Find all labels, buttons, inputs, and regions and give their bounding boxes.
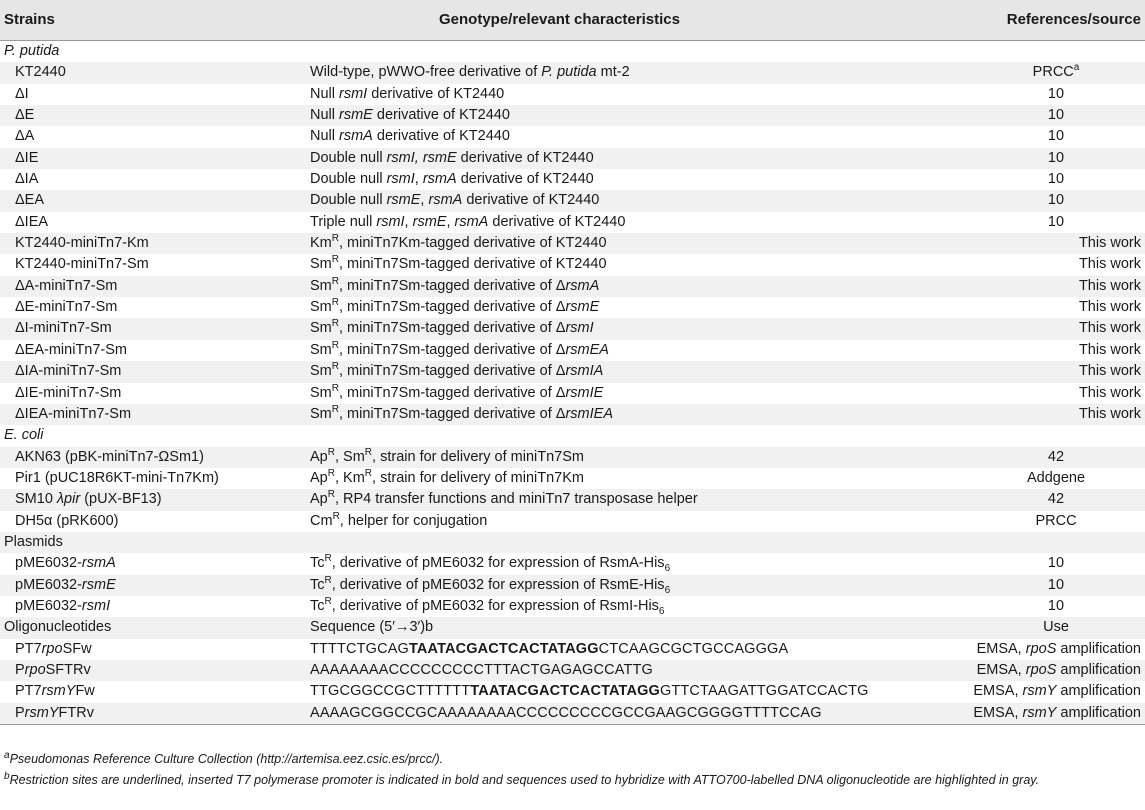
sequence-cell: TTGCGGCCGCTTTTTTTAATACGACTCACTATAGGGTTCTAAGATTGGATCCACTG: [310, 683, 869, 700]
reference-cell: 10: [1047, 171, 1065, 188]
table-row: [0, 297, 1145, 318]
reference-cell: This work: [1078, 277, 1141, 294]
table-row: [0, 404, 1145, 425]
table-row: [0, 660, 1145, 681]
genotype-cell: $Sm^R$, miniTn7Sm-tagged derivative of KT2440: [310, 254, 607, 273]
oligo-header: Oligonucleotides: [4, 619, 112, 636]
table-bottom-rule: [0, 724, 1145, 725]
oligo-cell: PT7rsmYFw: [15, 683, 95, 700]
table-row: [0, 105, 1145, 126]
section-label: Plasmids: [4, 533, 63, 550]
table-header: [0, 0, 1145, 41]
header-strains: Strains: [4, 11, 55, 28]
use-cell: EMSA, rpoS amplification: [976, 661, 1141, 678]
strain-cell: ΔEA-miniTn7-Sm: [15, 341, 128, 358]
section-row: [0, 532, 1145, 553]
genotype-cell: Double null rsmI, rsmE derivative of KT2440: [310, 149, 594, 166]
genotype-cell: $Ap^R$, RP4 transfer functions and miniTn7 transposase helper: [310, 489, 698, 508]
genotype-cell: $Tc^R$, derivative of pME6032 for expression of RsmA-His$_6$: [310, 553, 671, 575]
strain-cell: pME6032-rsmE: [15, 576, 116, 593]
strain-cell: ΔA-miniTn7-Sm: [15, 277, 118, 294]
genotype-cell: Null rsmA derivative of KT2440: [310, 128, 510, 145]
genotype-cell: $Tc^R$, derivative of pME6032 for expression of RsmE-His$_6$: [310, 574, 671, 596]
genotype-cell: Double null rsmI, rsmA derivative of KT2440: [310, 171, 594, 188]
table-row: [0, 126, 1145, 147]
reference-cell: 10: [1047, 576, 1065, 593]
table-row: [0, 169, 1145, 190]
footnote-a: $^a$Pseudomonas Reference Culture Collection (http://artemisa.eez.csic.es/prcc/).: [4, 749, 444, 766]
table-row: [0, 596, 1145, 617]
table-row: [0, 318, 1145, 339]
reference-cell: Addgene: [1026, 469, 1086, 486]
strain-cell: ΔIE-miniTn7-Sm: [15, 384, 122, 401]
strain-cell: KT2440: [15, 64, 66, 81]
use-cell: EMSA, rsmY amplification: [973, 704, 1141, 721]
use-header: Use: [1043, 619, 1069, 636]
table-row: [0, 254, 1145, 275]
strain-cell: ΔIE: [15, 149, 39, 166]
reference-cell: This work: [1078, 341, 1141, 358]
genotype-cell: $Sm^R$, miniTn7Sm-tagged derivative of ΔrsmE: [310, 297, 600, 316]
table-row: [0, 553, 1145, 574]
strain-cell: KT2440-miniTn7-Sm: [15, 256, 149, 273]
table-row: [0, 383, 1145, 404]
oligo-cell: PrsmYFTRv: [15, 704, 94, 721]
subheader-row: [0, 617, 1145, 638]
oligo-cell: PT7rpoSFw: [15, 640, 92, 657]
table-row: [0, 233, 1145, 254]
strain-cell: ΔIEA: [15, 213, 49, 230]
sequence-cell: AAAAAAAACCCCCCCCCTTTACTGAGAGCCATTG: [310, 661, 653, 678]
use-cell: EMSA, rpoS amplification: [976, 640, 1141, 657]
reference-cell: This work: [1078, 256, 1141, 273]
reference-cell: This work: [1078, 320, 1141, 337]
genotype-cell: Wild-type, pWWO-free derivative of P. putida mt-2: [310, 64, 630, 81]
section-label: P. putida: [4, 43, 60, 59]
genotype-cell: $Sm^R$, miniTn7Sm-tagged derivative of ΔrsmIEA: [310, 404, 613, 422]
strain-cell: ΔE: [15, 107, 35, 124]
genotype-cell: $Km^R$, miniTn7Km-tagged derivative of KT2440: [310, 233, 607, 252]
strain-cell: pME6032-rsmA: [15, 555, 116, 572]
header-references: References/source: [1006, 11, 1141, 28]
genotype-cell: $Ap^R$, $Sm^R$, strain for delivery of miniTn7Sm: [310, 446, 584, 465]
reference-cell: 10: [1047, 555, 1065, 572]
genotype-cell: $Sm^R$, miniTn7Sm-tagged derivative of ΔrsmI: [310, 318, 594, 337]
strain-cell: ΔIEA-miniTn7-Sm: [15, 405, 132, 422]
reference-cell: 10: [1047, 192, 1065, 209]
reference-cell: PRCC: [1035, 512, 1077, 529]
genotype-cell: $Sm^R$, miniTn7Sm-tagged derivative of ΔrsmEA: [310, 339, 609, 358]
reference-cell: 10: [1047, 213, 1065, 230]
table-row: [0, 190, 1145, 211]
table-row: [0, 361, 1145, 382]
table-row: [0, 212, 1145, 233]
table-row: [0, 489, 1145, 510]
table-row: [0, 681, 1145, 702]
strain-cell: ΔE-miniTn7-Sm: [15, 299, 118, 316]
strain-cell: ΔIA: [15, 171, 39, 188]
strain-cell: pME6032-rsmI: [15, 597, 111, 614]
reference-cell: This work: [1078, 299, 1141, 316]
footnote-b: $^b$Restriction sites are underlined, inserted T7 polymerase promoter is indicated in bold and sequences used to hybridize with ATTO700-labelled DNA oligonucleotide are highlighted in gray.: [4, 770, 1040, 787]
reference-cell: This work: [1078, 363, 1141, 380]
genotype-cell: Null rsmE derivative of KT2440: [310, 107, 510, 124]
reference-cell: This work: [1078, 235, 1141, 252]
table-row: [0, 148, 1145, 169]
table-row: [0, 511, 1145, 532]
use-cell: EMSA, rsmY amplification: [973, 683, 1141, 700]
section-row: [0, 41, 1145, 62]
reference-cell: 10: [1047, 85, 1065, 102]
table-row: [0, 468, 1145, 489]
table-row: [0, 340, 1145, 361]
genotype-cell: $Cm^R$, helper for conjugation: [310, 510, 488, 529]
reference-cell: 10: [1047, 597, 1065, 614]
strain-cell: ΔEA: [15, 192, 45, 209]
sequence-cell: TTTTCTGCAGTAATACGACTCACTATAGGCTCAAGCGCTGCCAGGGA: [310, 640, 789, 657]
genotype-cell: Null rsmI derivative of KT2440: [310, 85, 505, 102]
strain-cell: KT2440-miniTn7-Km: [15, 235, 149, 252]
table-row: [0, 639, 1145, 660]
table-row: [0, 703, 1145, 724]
sequence-cell: AAAAGCGGCCGCAAAAAAAACCCCCCCCCGCCGAAGCGGGGTTTTCCAG: [310, 704, 822, 721]
section-label: E. coli: [4, 427, 44, 444]
genotype-cell: $Ap^R$, $Km^R$, strain for delivery of miniTn7Km: [310, 468, 584, 486]
reference-cell: This work: [1078, 405, 1141, 422]
table-row: [0, 575, 1145, 596]
header-genotype: Genotype/relevant characteristics: [439, 11, 680, 28]
strain-cell: SM10 λpir (pUX-BF13): [15, 491, 162, 508]
strain-cell: AKN63 (pBK-miniTn7-ΩSm1): [15, 448, 204, 465]
sequence-header: Sequence (5′→3′)b: [310, 619, 434, 636]
table-row: [0, 84, 1145, 105]
reference-cell: 42: [1047, 448, 1065, 465]
genotype-cell: $Tc^R$, derivative of pME6032 for expression of RsmI-His$_6$: [310, 596, 665, 617]
reference-cell: PRCC$^a$: [1032, 62, 1080, 81]
genotype-cell: Triple null rsmI, rsmE, rsmA derivative of KT2440: [310, 213, 626, 230]
strain-cell: ΔI: [15, 85, 29, 102]
strain-cell: DH5α (pRK600): [15, 512, 119, 529]
strain-cell: ΔA: [15, 128, 35, 145]
table-row: [0, 276, 1145, 297]
reference-cell: 10: [1047, 107, 1065, 124]
table-row: [0, 62, 1145, 83]
reference-cell: 42: [1047, 491, 1065, 508]
genotype-cell: $Sm^R$, miniTn7Sm-tagged derivative of ΔrsmIA: [310, 361, 604, 380]
table-row: [0, 447, 1145, 468]
oligo-cell: PrpoSFTRv: [15, 661, 91, 678]
strain-cell: ΔIA-miniTn7-Sm: [15, 363, 122, 380]
genotype-cell: $Sm^R$, miniTn7Sm-tagged derivative of ΔrsmA: [310, 275, 600, 294]
strain-cell: ΔI-miniTn7-Sm: [15, 320, 112, 337]
genotype-cell: $Sm^R$, miniTn7Sm-tagged derivative of ΔrsmIE: [310, 382, 604, 401]
reference-cell: 10: [1047, 149, 1065, 166]
section-row: [0, 425, 1145, 446]
strain-cell: Pir1 (pUC18R6KT-mini-Tn7Km): [15, 469, 219, 486]
reference-cell: This work: [1078, 384, 1141, 401]
genotype-cell: Double null rsmE, rsmA derivative of KT2440: [310, 192, 600, 209]
reference-cell: 10: [1047, 128, 1065, 145]
